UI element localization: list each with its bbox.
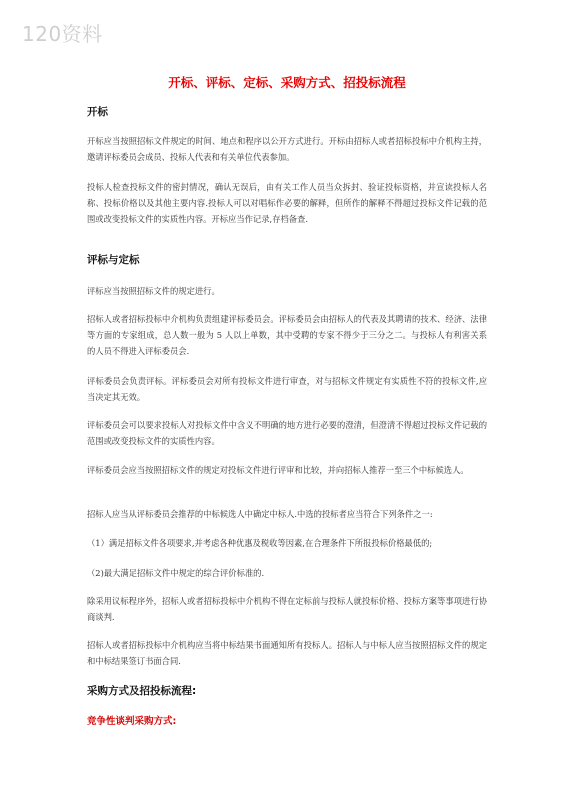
watermark-logo: 120资料: [22, 22, 103, 46]
paragraph-eval-2: 招标人或者招标投标中介机构负责组建评标委员会。评标委员会由招标人的代表及其聘请的技术、经济、法律等方面的专家组成，总人数一般为 5 人以上单数，其中受聘的专家不得少于三分之二。与投标人有利害关系的人员不得进入评标委员会.: [87, 314, 487, 356]
paragraph-eval-1: 评标应当按照招标文件的规定进行。: [87, 286, 220, 296]
document-title: 开标、评标、定标、采购方式、招投标流程: [168, 75, 406, 90]
section-heading-eval: 评标与定标: [87, 254, 140, 266]
paragraph-eval-8: 招标人或者招标投标中介机构应当将中标结果书面通知所有投标人。招标人与中标人应当按照招标文件的规定和中标结果签订书面合同.: [87, 640, 487, 666]
paragraph-open-2: 投标人检查投标文件的密封情况，确认无误后，由有关工作人员当众拆封、验证投标资格，并宣读投标人名称、投标价格以及其他主要内容.投标人可以对唱标作必要的解释，但所作的解释不得超过投标文件记载的范围或改变投标文件的实质性内容。开标应当作记录,存档备查.: [87, 182, 487, 224]
paragraph-eval-4: 评标委员会可以要求投标人对投标文件中含义不明确的地方进行必要的澄清，但澄清不得超过投标文件记载的范围或改变投标文件的实质性内容。: [87, 420, 487, 446]
paragraph-eval-3: 评标委员会负责评标。评标委员会对所有投标文件进行审查，对与招标文件规定有实质性不符的投标文件,应当决定其无效。: [87, 376, 487, 402]
paragraph-eval-6: 招标人应当从评标委员会推荐的中标候选人中确定中标人.中选的投标者应当符合下列条件之一:: [87, 509, 433, 519]
section-heading-open: 开标: [87, 106, 108, 118]
paragraph-open-1: 开标应当按照招标文件规定的时间、地点和程序以公开方式进行。开标由招标人或者招标投标中介机构主持，邀请评标委员会成员、投标人代表和有关单位代表参加。: [87, 136, 487, 162]
condition-2: （2)最大满足招标文件中规定的综合评价标准的.: [87, 568, 265, 578]
paragraph-eval-7: 除采用议标程序外，招标人或者招标投标中介机构不得在定标前与投标人就投标价格、投标方案等事项进行协商谈判.: [87, 596, 487, 622]
section-heading-procure: 采购方式及招投标流程:: [87, 685, 197, 697]
paragraph-eval-5: 评标委员会应当按照招标文件的规定对投标文件进行评审和比较，并向招标人推荐一至三个中标候选人。: [87, 465, 469, 475]
subheading-competitive-negotiation: 竞争性谈判采购方式:: [87, 716, 177, 727]
condition-1: （1）满足招标文件各项要求,并考虑各种优惠及税收等因素,在合理条件下所报投标价格最低的;: [87, 538, 433, 548]
